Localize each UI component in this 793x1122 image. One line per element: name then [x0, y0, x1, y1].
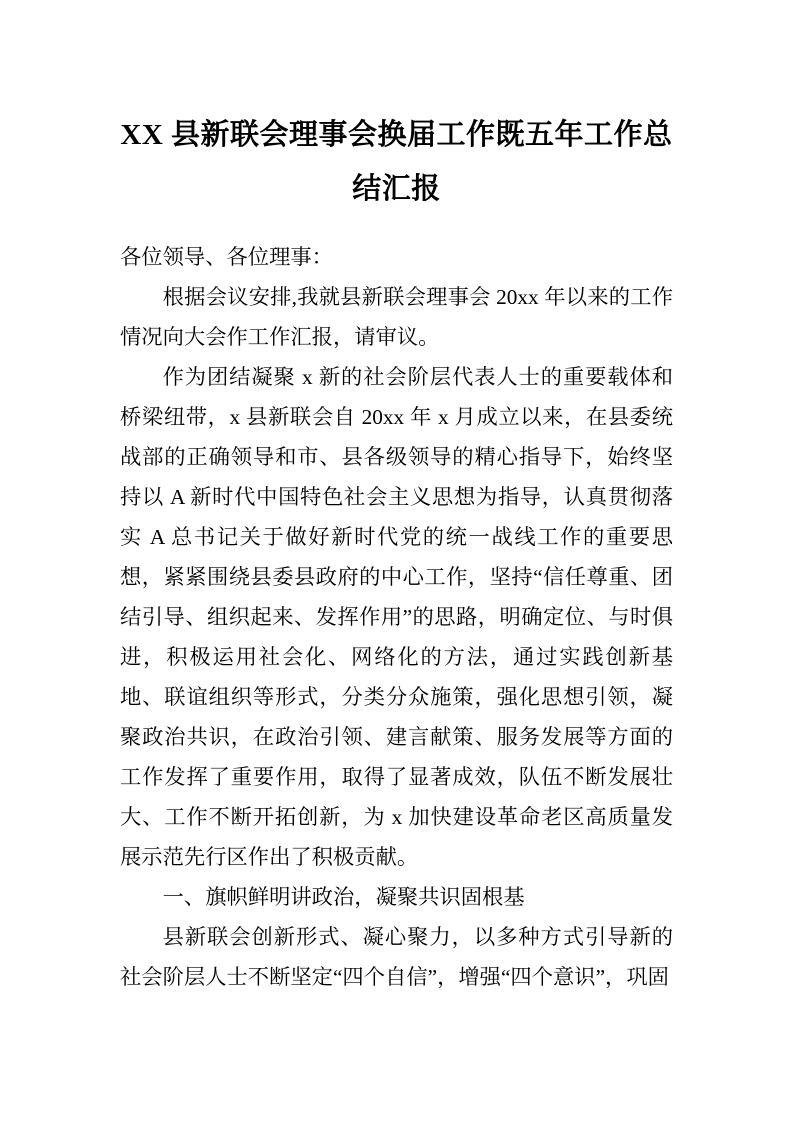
paragraph-overview: 作为团结凝聚 x 新的社会阶层代表人士的重要载体和桥梁纽带，x 县新联会自 20xx 年 x 月成立以来，在县委统战部的正确领导和市、县各级领导的精心指导下，始终坚持以 A 新时代中国特色社会主义思想为指导，认真贯彻落实 A 总书记关于做好新时代党的统一战线工作的重要思想，紧紧围绕县委县政府的中心工作，坚持“信任尊重、团结引导、组织起来、发挥作用”的思路，明确定位、与时俱进，积极运用社会化、网络化的方法，通过实践创新基地、联谊组织等形式，分类分众施策，强化思想引领，凝聚政治共识，在政治引领、建言献策、服务发展等方面的工作发挥了重要作用，取得了显著成效，队伍不断发展壮大、工作不断开拓创新，为 x 加快建设革命老区高质量发展示范先行区作出了积极贡献。	[120, 365, 673, 869]
document-title: XX 县新联会理事会换届工作既五年工作总结汇报	[120, 119, 673, 205]
section-heading-1: 一、旗帜鲜明讲政治，凝聚共识固根基	[162, 885, 525, 909]
paragraph-section-1-body: 县新联会创新形式、凝心聚力，以多种方式引导新的社会阶层人士不断坚定“四个自信”，增强“四个意识”，巩固	[120, 925, 673, 989]
salutation-line: 各位领导、各位理事：	[120, 245, 333, 269]
paragraph-intro: 根据会议安排,我就县新联会理事会 20xx 年以来的工作情况向大会作工作汇报，请审议。	[120, 285, 673, 349]
